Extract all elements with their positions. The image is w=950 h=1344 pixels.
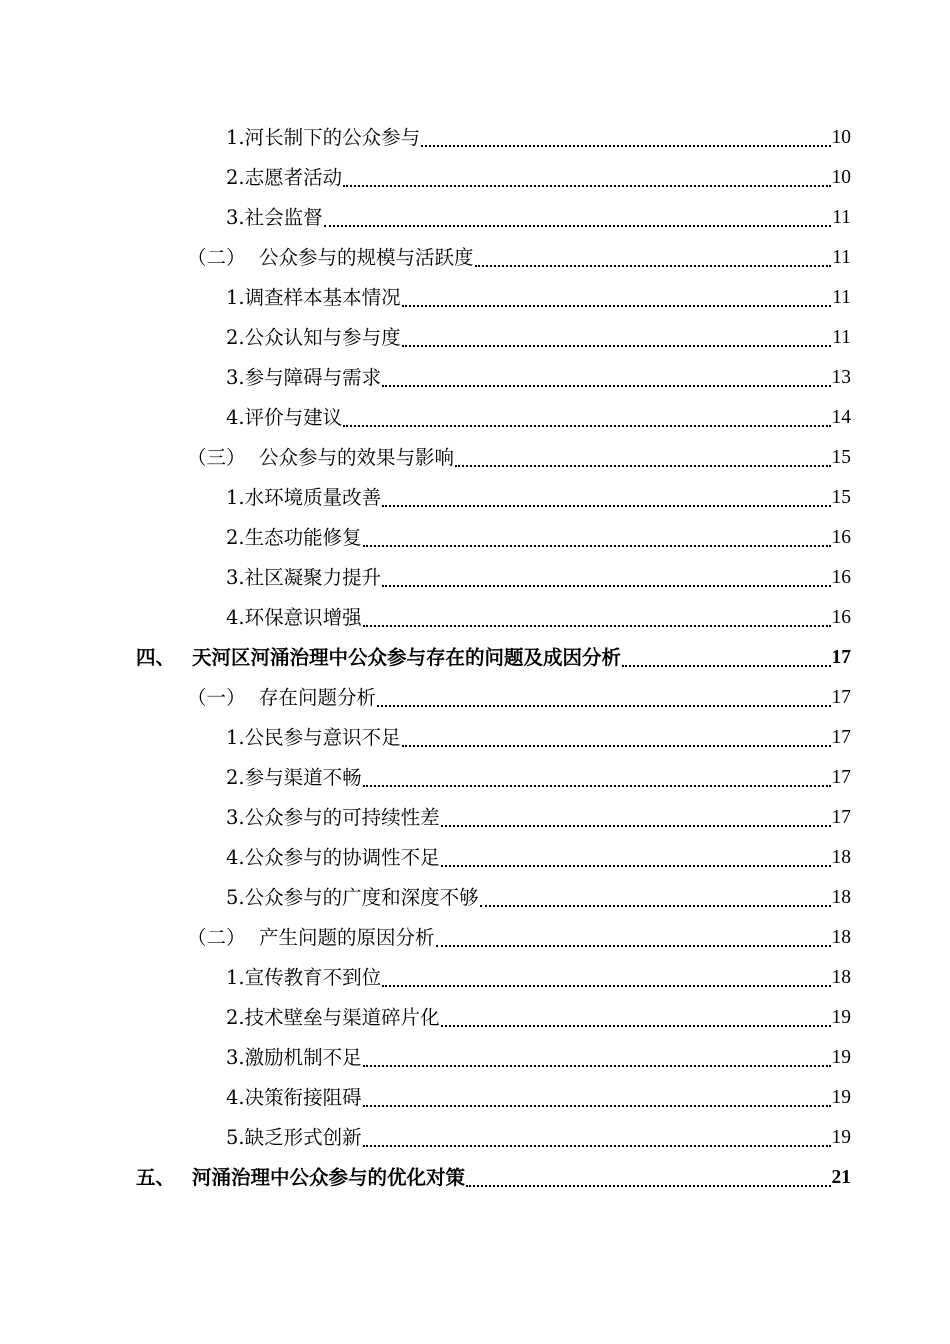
toc-entry-number: 3.: [226, 206, 245, 229]
toc-chapter-page: 21: [831, 1167, 851, 1188]
toc-section[interactable]: [0, 238, 851, 278]
toc-entry-page: 13: [831, 367, 851, 388]
toc-entry[interactable]: [0, 118, 851, 158]
dot-leader: [343, 398, 830, 438]
toc-chapter-page: 17: [831, 647, 851, 668]
toc-entry-number: 2.: [226, 1006, 245, 1029]
toc-entry-page: 11: [832, 287, 851, 308]
toc-entry-page: 14: [831, 407, 851, 428]
dot-leader: [382, 958, 830, 998]
toc-entry-page: 19: [831, 1007, 851, 1028]
toc-entry-number: 3.: [226, 806, 245, 829]
toc-entry-number: 2.: [226, 166, 245, 189]
toc-entry-title: 公众参与的协调性不足: [244, 846, 440, 869]
toc-entry[interactable]: [0, 598, 851, 638]
dot-leader: [480, 878, 831, 918]
dot-leader: [324, 198, 832, 238]
toc-entry[interactable]: [0, 478, 851, 518]
toc-section-page: 11: [832, 247, 851, 268]
toc-entry-number: 3.: [226, 1046, 245, 1069]
toc-entry[interactable]: [0, 518, 851, 558]
dot-leader: [436, 918, 831, 958]
dot-leader: [377, 678, 830, 718]
toc-entry-page: 17: [831, 767, 851, 788]
toc-section-title: 存在问题分析: [259, 686, 377, 709]
dot-leader: [441, 838, 831, 878]
toc-entry-number: 5.: [226, 1126, 245, 1149]
toc-entry-number: 1.: [226, 286, 245, 309]
toc-entry-page: 10: [831, 167, 851, 188]
toc-entry-number: 1.: [226, 966, 245, 989]
toc-entry[interactable]: [0, 198, 851, 238]
dot-leader: [455, 438, 830, 478]
dot-leader: [441, 998, 831, 1038]
toc-entry[interactable]: [0, 878, 851, 918]
toc-entry[interactable]: [0, 558, 851, 598]
toc-entry-title: 公众认知与参与度: [244, 326, 401, 349]
dot-leader: [363, 1118, 831, 1158]
dot-leader: [363, 1038, 831, 1078]
toc-entry-title: 生态功能修复: [244, 526, 362, 549]
toc-entry-title: 河长制下的公众参与: [244, 126, 421, 149]
toc-entry-number: 1.: [226, 486, 245, 509]
toc-entry-title: 公民参与意识不足: [244, 726, 401, 749]
toc-entry-title: 调查样本基本情况: [244, 286, 401, 309]
toc-entry[interactable]: [0, 318, 851, 358]
dot-leader: [441, 798, 831, 838]
dot-leader: [421, 118, 830, 158]
toc-entry[interactable]: [0, 1118, 851, 1158]
toc-entry-number: 4.: [226, 606, 245, 629]
dot-leader: [402, 278, 832, 318]
toc-entry-title: 参与渠道不畅: [244, 766, 362, 789]
toc-section-title: 公众参与的效果与影响: [259, 446, 455, 469]
toc-entry-title: 志愿者活动: [244, 166, 343, 189]
toc-entry[interactable]: [0, 998, 851, 1038]
dot-leader: [363, 598, 831, 638]
toc-entry-page: 17: [831, 807, 851, 828]
toc-chapter-title: 天河区河涌治理中公众参与存在的问题及成因分析: [192, 646, 622, 669]
toc-entry-title: 水环境质量改善: [244, 486, 382, 509]
table-of-contents: [0, 118, 950, 1198]
toc-entry-page: 10: [831, 127, 851, 148]
toc-entry[interactable]: [0, 838, 851, 878]
toc-entry[interactable]: [0, 758, 851, 798]
toc-entry-page: 18: [831, 967, 851, 988]
toc-entry-title: 公众参与的可持续性差: [244, 806, 440, 829]
toc-entry[interactable]: [0, 398, 851, 438]
toc-entry-page: 16: [831, 607, 851, 628]
toc-entry-number: 4.: [226, 1086, 245, 1109]
toc-entry-number: 3.: [226, 566, 245, 589]
toc-entry-title: 激励机制不足: [244, 1046, 362, 1069]
toc-entry-number: 1.: [226, 726, 245, 749]
toc-entry-title: 缺乏形式创新: [244, 1126, 362, 1149]
toc-entry-title: 公众参与的广度和深度不够: [244, 886, 479, 909]
toc-entry-page: 18: [831, 847, 851, 868]
toc-chapter-number: 五、: [136, 1166, 176, 1189]
toc-entry-page: 19: [831, 1047, 851, 1068]
toc-entry-number: 5.: [226, 886, 245, 909]
toc-entry-title: 评价与建议: [244, 406, 343, 429]
toc-entry[interactable]: [0, 278, 851, 318]
toc-entry[interactable]: [0, 718, 851, 758]
dot-leader: [382, 558, 830, 598]
toc-chapter[interactable]: [0, 1158, 851, 1198]
dot-leader: [466, 1158, 830, 1198]
dot-leader: [402, 718, 831, 758]
toc-entry-page: 11: [832, 327, 851, 348]
dot-leader: [382, 358, 830, 398]
toc-entry[interactable]: [0, 1038, 851, 1078]
toc-section[interactable]: [0, 438, 851, 478]
toc-entry[interactable]: [0, 1078, 851, 1118]
toc-entry-number: 2.: [226, 326, 245, 349]
toc-entry-number: 3.: [226, 366, 245, 389]
toc-entry[interactable]: [0, 158, 851, 198]
toc-section-title: 产生问题的原因分析: [259, 926, 435, 949]
toc-entry-number: 4.: [226, 846, 245, 869]
toc-section-number: （一）: [187, 686, 246, 709]
toc-entry-number: 1.: [226, 126, 245, 149]
toc-entry-number: 2.: [226, 766, 245, 789]
toc-entry-title: 环保意识增强: [244, 606, 362, 629]
dot-leader: [622, 638, 830, 678]
toc-entry[interactable]: [0, 358, 851, 398]
toc-section-page: 18: [831, 927, 851, 948]
toc-section-number: （二）: [187, 926, 246, 949]
toc-entry-title: 参与障碍与需求: [244, 366, 382, 389]
toc-section[interactable]: [0, 678, 851, 718]
toc-entry-title: 社区凝聚力提升: [244, 566, 382, 589]
toc-entry[interactable]: [0, 798, 851, 838]
toc-entry-page: 19: [831, 1087, 851, 1108]
toc-entry-page: 15: [831, 487, 851, 508]
toc-entry-page: 19: [831, 1127, 851, 1148]
toc-section[interactable]: [0, 918, 851, 958]
toc-section-title: 公众参与的规模与活跃度: [259, 246, 474, 269]
toc-section-number: （三）: [187, 446, 246, 469]
toc-chapter-title: 河涌治理中公众参与的优化对策: [192, 1166, 466, 1189]
toc-entry-page: 18: [831, 887, 851, 908]
toc-entry-page: 16: [831, 527, 851, 548]
dot-leader: [363, 1078, 831, 1118]
dot-leader: [343, 158, 830, 198]
toc-chapter[interactable]: [0, 638, 851, 678]
toc-entry-title: 社会监督: [244, 206, 323, 229]
toc-entry-title: 宣传教育不到位: [244, 966, 382, 989]
dot-leader: [382, 478, 830, 518]
toc-entry-title: 决策衔接阻碍: [244, 1086, 362, 1109]
toc-section-page: 15: [831, 447, 851, 468]
dot-leader: [475, 238, 832, 278]
toc-entry[interactable]: [0, 958, 851, 998]
dot-leader: [402, 318, 832, 358]
toc-entry-page: 11: [832, 207, 851, 228]
dot-leader: [363, 518, 831, 558]
toc-entry-page: 17: [831, 727, 851, 748]
toc-entry-number: 2.: [226, 526, 245, 549]
toc-entry-number: 4.: [226, 406, 245, 429]
dot-leader: [363, 758, 831, 798]
toc-section-number: （二）: [187, 246, 246, 269]
toc-section-page: 17: [831, 687, 851, 708]
toc-chapter-number: 四、: [136, 646, 176, 669]
toc-entry-title: 技术壁垒与渠道碎片化: [244, 1006, 440, 1029]
toc-entry-page: 16: [831, 567, 851, 588]
